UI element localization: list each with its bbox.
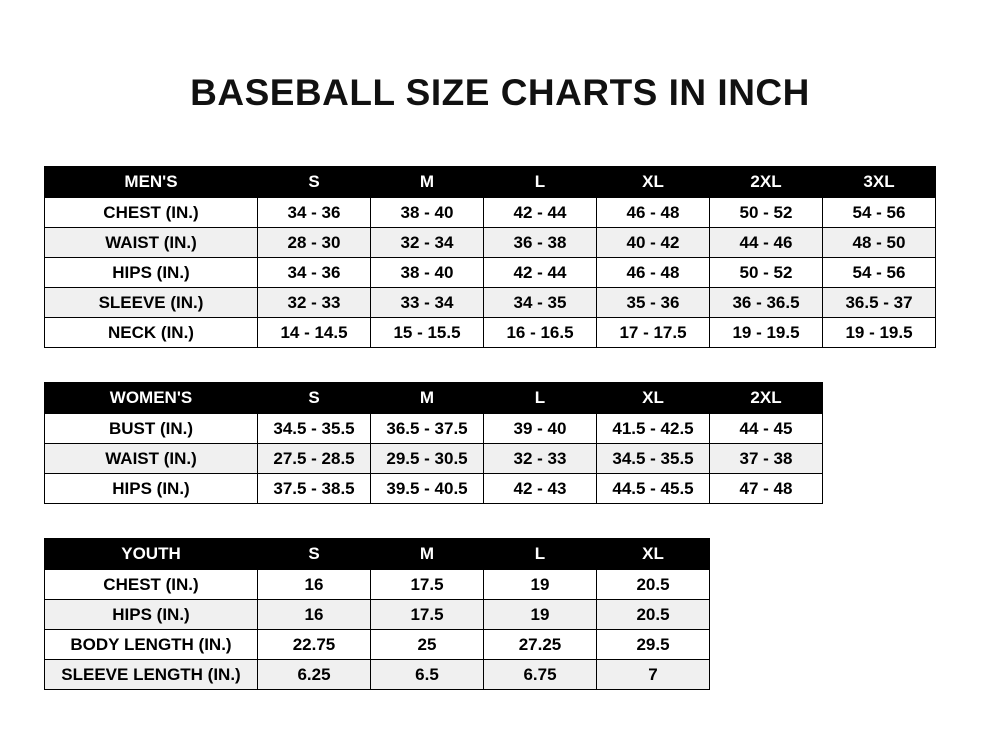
womens-size-table (44, 382, 823, 504)
measurement-value: 22.75 (258, 630, 371, 660)
measurement-label: CHEST (IN.) (45, 198, 258, 228)
measurement-value: 35 - 36 (597, 288, 710, 318)
measurement-value: 41.5 - 42.5 (597, 414, 710, 444)
measurement-value: 6.5 (371, 660, 484, 690)
page-title: BASEBALL SIZE CHARTS IN INCH (190, 72, 810, 113)
measurement-value: 19 (484, 570, 597, 600)
measurement-value: 32 - 33 (258, 288, 371, 318)
measurement-label: SLEEVE (IN.) (45, 288, 258, 318)
mens-size-header: S (258, 167, 371, 198)
measurement-value: 38 - 40 (371, 258, 484, 288)
measurement-value: 46 - 48 (597, 198, 710, 228)
measurement-value: 32 - 34 (371, 228, 484, 258)
mens-size-header: XL (597, 167, 710, 198)
measurement-label: NECK (IN.) (45, 318, 258, 348)
measurement-value: 15 - 15.5 (371, 318, 484, 348)
mens-table-body (45, 198, 936, 348)
youth-table-body (45, 570, 710, 690)
youth-table-corner-header: YOUTH (45, 539, 258, 570)
youth-table-header (45, 539, 710, 570)
measurement-value: 46 - 48 (597, 258, 710, 288)
table-row (45, 630, 710, 660)
mens-size-table (44, 166, 936, 348)
measurement-value: 54 - 56 (823, 258, 936, 288)
youth-size-header: L (484, 539, 597, 570)
measurement-value: 32 - 33 (484, 444, 597, 474)
measurement-value: 44.5 - 45.5 (597, 474, 710, 504)
measurement-value: 37.5 - 38.5 (258, 474, 371, 504)
measurement-value: 42 - 44 (484, 258, 597, 288)
youth-size-table (44, 538, 710, 690)
measurement-value: 29.5 (597, 630, 710, 660)
measurement-label: WAIST (IN.) (45, 228, 258, 258)
measurement-value: 47 - 48 (710, 474, 823, 504)
measurement-value: 34 - 35 (484, 288, 597, 318)
charts-container (0, 166, 1000, 690)
measurement-value: 42 - 44 (484, 198, 597, 228)
measurement-value: 44 - 46 (710, 228, 823, 258)
womens-table-corner-header: WOMEN'S (45, 383, 258, 414)
measurement-value: 6.25 (258, 660, 371, 690)
table-header-row (45, 539, 710, 570)
measurement-label: HIPS (IN.) (45, 474, 258, 504)
table-row (45, 444, 823, 474)
measurement-value: 34 - 36 (258, 198, 371, 228)
measurement-value: 17.5 (371, 570, 484, 600)
youth-size-header: XL (597, 539, 710, 570)
womens-size-header: L (484, 383, 597, 414)
mens-table-header (45, 167, 936, 198)
mens-size-header: L (484, 167, 597, 198)
measurement-value: 19 - 19.5 (710, 318, 823, 348)
measurement-label: WAIST (IN.) (45, 444, 258, 474)
measurement-value: 17.5 (371, 600, 484, 630)
womens-size-header: M (371, 383, 484, 414)
measurement-value: 40 - 42 (597, 228, 710, 258)
youth-size-header: M (371, 539, 484, 570)
mens-size-header: 3XL (823, 167, 936, 198)
table-header-row (45, 167, 936, 198)
table-header-row (45, 383, 823, 414)
measurement-value: 34.5 - 35.5 (597, 444, 710, 474)
womens-size-header: XL (597, 383, 710, 414)
measurement-value: 20.5 (597, 570, 710, 600)
measurement-value: 28 - 30 (258, 228, 371, 258)
table-row (45, 600, 710, 630)
measurement-value: 6.75 (484, 660, 597, 690)
measurement-value: 36 - 38 (484, 228, 597, 258)
measurement-value: 7 (597, 660, 710, 690)
measurement-value: 44 - 45 (710, 414, 823, 444)
measurement-value: 39.5 - 40.5 (371, 474, 484, 504)
table-row (45, 414, 823, 444)
table-row (45, 570, 710, 600)
measurement-value: 19 (484, 600, 597, 630)
measurement-value: 16 (258, 600, 371, 630)
table-row (45, 288, 936, 318)
table-row (45, 228, 936, 258)
measurement-label: HIPS (IN.) (45, 258, 258, 288)
womens-table-header (45, 383, 823, 414)
table-row (45, 660, 710, 690)
measurement-label: BUST (IN.) (45, 414, 258, 444)
measurement-value: 16 (258, 570, 371, 600)
measurement-label: CHEST (IN.) (45, 570, 258, 600)
womens-size-header: 2XL (710, 383, 823, 414)
measurement-value: 39 - 40 (484, 414, 597, 444)
womens-size-header: S (258, 383, 371, 414)
table-row (45, 318, 936, 348)
measurement-value: 27.25 (484, 630, 597, 660)
womens-table-body (45, 414, 823, 504)
measurement-value: 27.5 - 28.5 (258, 444, 371, 474)
measurement-value: 19 - 19.5 (823, 318, 936, 348)
measurement-value: 48 - 50 (823, 228, 936, 258)
measurement-value: 37 - 38 (710, 444, 823, 474)
measurement-value: 36 - 36.5 (710, 288, 823, 318)
measurement-value: 33 - 34 (371, 288, 484, 318)
measurement-value: 36.5 - 37 (823, 288, 936, 318)
measurement-label: HIPS (IN.) (45, 600, 258, 630)
measurement-value: 20.5 (597, 600, 710, 630)
measurement-value: 42 - 43 (484, 474, 597, 504)
measurement-value: 36.5 - 37.5 (371, 414, 484, 444)
measurement-value: 54 - 56 (823, 198, 936, 228)
mens-size-header: 2XL (710, 167, 823, 198)
table-row (45, 474, 823, 504)
mens-table-corner-header: MEN'S (45, 167, 258, 198)
table-row (45, 198, 936, 228)
mens-size-header: M (371, 167, 484, 198)
measurement-label: BODY LENGTH (IN.) (45, 630, 258, 660)
measurement-value: 25 (371, 630, 484, 660)
table-row (45, 258, 936, 288)
youth-size-header: S (258, 539, 371, 570)
measurement-value: 34 - 36 (258, 258, 371, 288)
measurement-value: 16 - 16.5 (484, 318, 597, 348)
measurement-label: SLEEVE LENGTH (IN.) (45, 660, 258, 690)
measurement-value: 34.5 - 35.5 (258, 414, 371, 444)
measurement-value: 38 - 40 (371, 198, 484, 228)
measurement-value: 50 - 52 (710, 258, 823, 288)
measurement-value: 29.5 - 30.5 (371, 444, 484, 474)
measurement-value: 14 - 14.5 (258, 318, 371, 348)
measurement-value: 17 - 17.5 (597, 318, 710, 348)
measurement-value: 50 - 52 (710, 198, 823, 228)
